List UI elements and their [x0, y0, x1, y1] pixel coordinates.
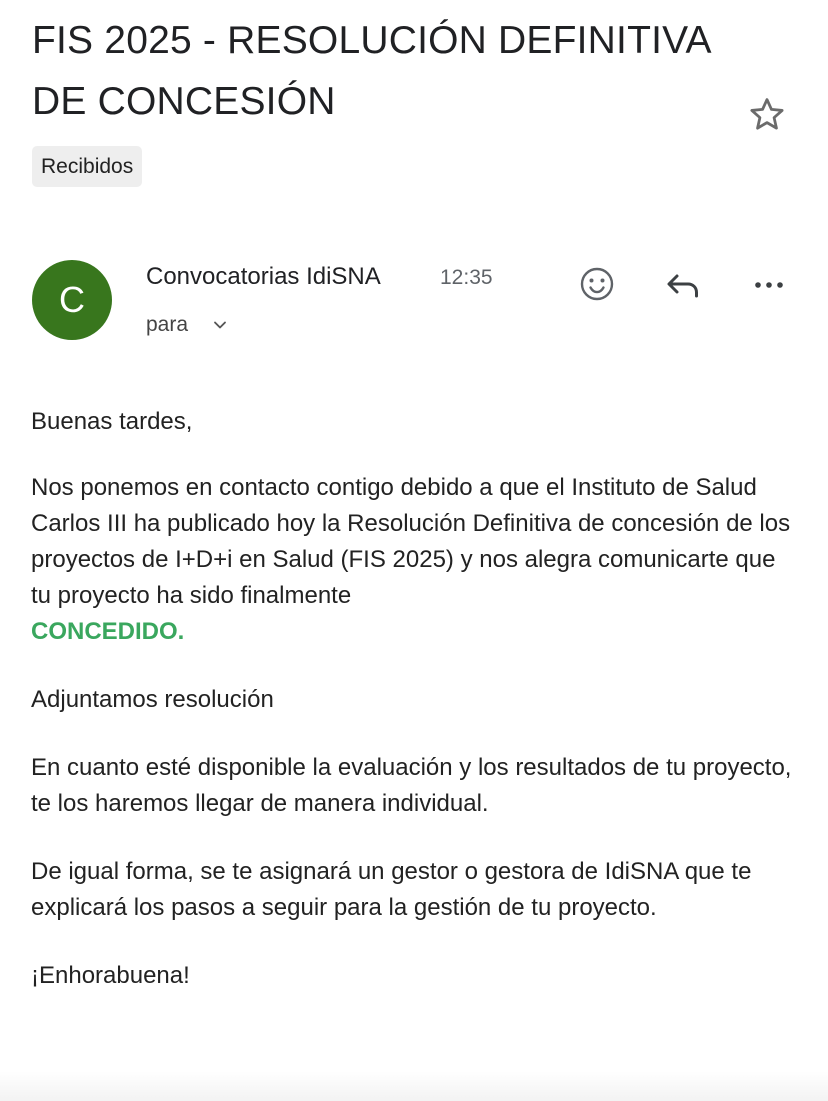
email-subject: FIS 2025 - RESOLUCIÓN DEFINITIVA DE CONCESIÓN [32, 19, 710, 123]
announcement-text: Nos ponemos en contacto contigo debido a que el Instituto de Salud Carlos III ha publicado hoy la Resolución Definitiva de concesión de los proyectos de I+D+i en Salud (FIS 2025) y nos alegra comunicarte que tu proyecto ha sido finalmente [31, 474, 791, 609]
greeting-text: Buenas tardes, [31, 408, 193, 435]
sender-avatar[interactable]: C [32, 260, 112, 340]
body-paragraph-manager: De igual forma, se te asignará un gestor o gestora de IdiSNA que te explicará los pasos a seguir para la gestión de tu proyecto. [31, 858, 752, 921]
body-paragraph-evaluation: En cuanto esté disponible la evaluación y los resultados de tu proyecto, te los haremos llegar de manera individual. [31, 754, 792, 817]
bottom-edge-shade [0, 1071, 828, 1101]
attachment-note: Adjuntamos resolución [31, 686, 274, 713]
inbox-label-chip[interactable]: Recibidos [32, 146, 142, 187]
star-icon[interactable] [746, 94, 788, 136]
granted-status: CONCEDIDO. [31, 618, 185, 645]
reply-icon[interactable] [660, 262, 706, 308]
sent-time: 12:35 [440, 266, 493, 289]
more-options-icon[interactable] [746, 262, 792, 308]
email-body [31, 404, 801, 1026]
recipient-details-toggle[interactable] [146, 309, 230, 341]
sender-name[interactable]: Convocatorias IdiSNA [146, 263, 381, 290]
chevron-down-icon [210, 315, 230, 335]
emoji-reaction-icon[interactable] [574, 261, 620, 307]
closing-text: ¡Enhorabuena! [31, 962, 190, 989]
recipient-label: para [146, 313, 189, 336]
body-paragraph [31, 470, 801, 650]
